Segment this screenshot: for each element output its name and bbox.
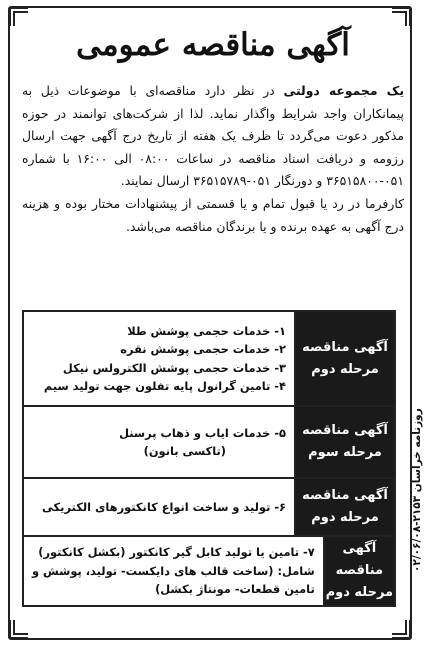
row-items — [24, 407, 294, 477]
row-label: آگهی مناقصه مرحله سوم — [294, 407, 394, 477]
intro-paragraph-1 — [22, 80, 404, 193]
table-row — [24, 537, 394, 605]
list-item: شامل: (ساخت قالب های دایکست- تولید، پوشش و — [32, 563, 315, 578]
list-item: ۶- تولید و ساخت انواع کانکتورهای الکتریکی — [42, 499, 286, 514]
notice-intro — [22, 80, 404, 238]
row-items — [24, 312, 294, 405]
list-item: ۷- تامین یا تولید کابل گیر کانکتور (بکشل کانکتور) — [38, 545, 315, 560]
table-row — [24, 312, 394, 407]
list-item: تامین قطعات- مونتاژ بکشل) — [155, 582, 315, 597]
row-label: آگهی مناقصه مرحله دوم — [294, 312, 394, 405]
tender-table — [22, 310, 396, 607]
list-item: ۲- خدمات حجمی پوشش نقره — [120, 342, 286, 356]
notice-title: آگهی مناقصه عمومی — [76, 27, 350, 63]
list-item: ۴- تامین گرانول پایه تفلون جهت تولید سیم — [43, 379, 286, 393]
list-item: ۱- خدمات حجمی پوشش طلا — [127, 323, 286, 338]
row-label: آگهی مناقصه مرحله دوم — [294, 479, 394, 535]
row-label: آگهی مناقصه مرحله دوم — [323, 537, 394, 605]
intro-body: در نظر دارد مناقصه‌ای با موضوعات ذیل به پیمانکاران واجد شرایط واگذار نماید. لذا از شرکت‌های توانمند در حوزه مذکور دعوت می‌گردد تا ظرف یک هفته از تاریخ درج آگهی جهت ارسال رزومه و دریافت اسناد مناقصه در ساعات ۰۸:۰۰ الی ۱۶:۰۰ با شماره ۰۵۱-۳۶۵۱۵۸۰۰ و دورنگار ۰۵۱-۳۶۵۱۵۷۸۹ ارسال نمایند. — [22, 83, 404, 189]
table-row — [24, 479, 394, 537]
list-item: ۵- خدمات ایاب و ذهاب پرسنل — [119, 425, 286, 440]
list-item: (تاکسی بانون) — [143, 444, 226, 458]
corner-ornament-icon — [8, 618, 30, 640]
row-items — [24, 537, 323, 605]
corner-ornament-icon — [390, 618, 412, 640]
intro-lead: یک مجموعه دولتی — [283, 83, 404, 98]
list-item: ۳- خدمات حجمی پوشش الکترولس نیکل — [62, 360, 286, 375]
newspaper-sidebar-caption: روزنامه خراسان ۲۱۵۳-۰۲/۰۶/۰۸ — [411, 408, 423, 572]
row-items — [24, 479, 294, 535]
table-row — [24, 407, 394, 479]
intro-paragraph-2: کارفرما در رد یا قبول تمام و یا قسمتی از پیشنهادات مختار بوده و هزینه درج آگهی به عهده برنده و یا برندگان مناقصه می‌باشد. — [22, 195, 404, 234]
